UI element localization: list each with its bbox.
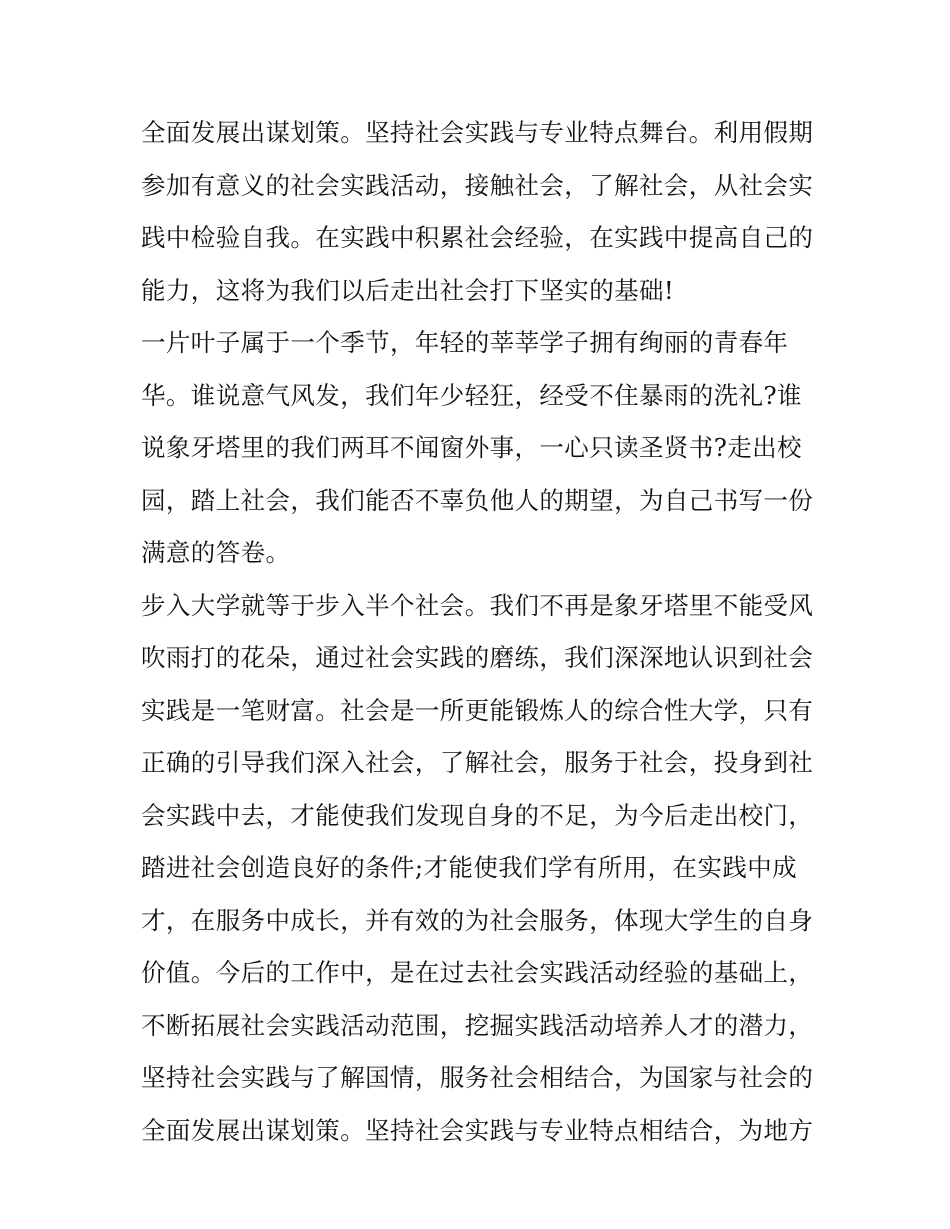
body-text (141, 107, 821, 1157)
text-line: 不断拓展社会实践活动范围，挖掘实践活动培养人才的潜力， (141, 1010, 814, 1040)
text-line: 踏进社会创造良好的条件;才能使我们学有所用，在实践中成 (141, 853, 798, 882)
text-line: 会实践中去，才能使我们发现自身的不足，为今后走出校门， (141, 800, 814, 830)
text-line: 参加有意义的社会实践活动，接触社会，了解社会，从社会实 (141, 170, 814, 200)
text-line: 坚持社会实践与了解国情，服务社会相结合，为国家与社会的 (141, 1063, 814, 1092)
text-line: 说象牙塔里的我们两耳不闻窗外事，一心只读圣贤书?走出校 (141, 433, 802, 462)
text-line: 正确的引导我们深入社会，了解社会，服务于社会，投身到社 (141, 748, 814, 777)
text-line: 全面发展出谋划策。坚持社会实践与专业特点相结合，为地方 (141, 1115, 814, 1145)
text-line: 吹雨打的花朵，通过社会实践的磨练，我们深深地认识到社会 (141, 643, 814, 672)
text-line: 实践是一笔财富。社会是一所更能锻炼人的综合性大学，只有 (141, 695, 814, 725)
text-line: 园，踏上社会，我们能否不辜负他人的期望，为自己书写一份 (141, 485, 814, 515)
text-line: 一片叶子属于一个季节，年轻的莘莘学子拥有绚丽的青春年 (141, 328, 789, 357)
text-line: 华。谁说意气风发，我们年少轻狂，经受不住暴雨的洗礼?谁 (141, 380, 802, 410)
text-line: 步入大学就等于步入半个社会。我们不再是象牙塔里不能受风 (141, 590, 814, 620)
text-line: 能力，这将为我们以后走出社会打下坚实的基础! (141, 275, 675, 305)
text-line: 价值。今后的工作中，是在过去社会实践活动经验的基础上， (141, 958, 814, 987)
text-line: 践中检验自我。在实践中积累社会经验，在实践中提高自己的 (141, 223, 814, 252)
text-line: 全面发展出谋划策。坚持社会实践与专业特点舞台。利用假期 (141, 118, 814, 147)
text-line: 满意的答卷。 (141, 538, 291, 567)
text-line: 才，在服务中成长，并有效的为社会服务，体现大学生的自身 (141, 905, 814, 935)
